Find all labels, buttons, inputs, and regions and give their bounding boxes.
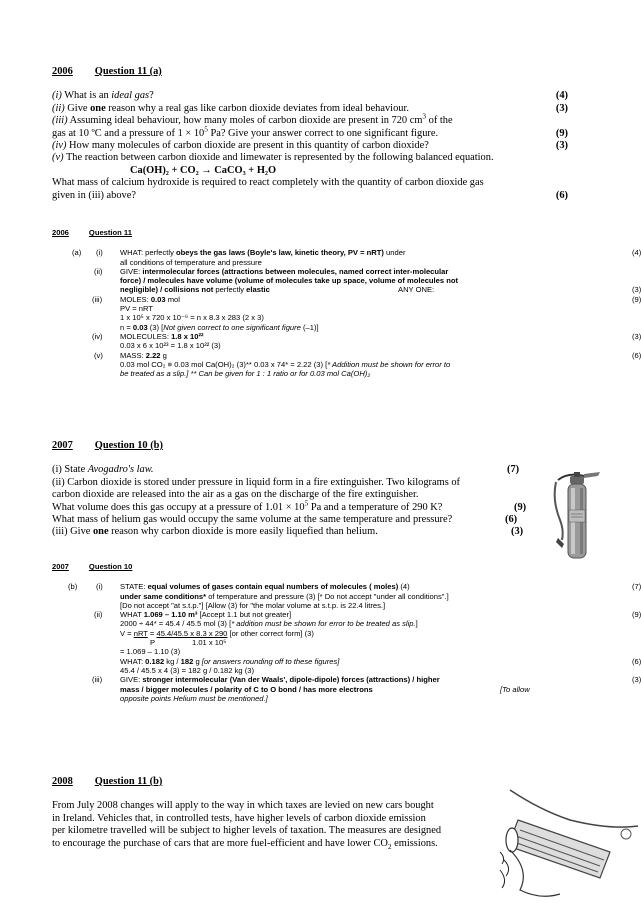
ans2007-heading: 2007 Question 10 — [52, 562, 133, 571]
q2006-equation: Ca(OH)₂ + CO₂ → CaCO₃ + H₂O — [130, 164, 277, 176]
q2007-line-i: (i) State Avogadro's law. (7) — [52, 464, 520, 476]
ans2006-iii: (iii) MOLES: 0.03 mol (9) — [92, 294, 641, 304]
ans2007-section: 2007 Question 10 (b) (i) STATE: equal volumes of gases contain equal numbers of molecules ( moles) (4) (7) under same conditions* of temperature and pressure (3) [* Do not accept "under all conditions".] [Do not accept "at s.t.p."] [Allow (3) for "the molar volume at s.t.p. is 22.4 litres.] (ii) WHAT 1.069 – 1.10 m³ [Accept 1.1 but not greater] (9) 2000 ÷ 44* = 45.4 / 45.5 mol (3) [* addition must be shown for error to be treated as slip.] V = nRT = 45.4/45.5 x 8.3 x 290 [or other correct form] (3) P 1.01 x 10⁵ = 1.069 – 1.10 (3) WHAT: 0.182 kg / 182 g [or answers rounding off to these figures] (6) 45.4 / 45.5 x 4 (3) = 182 g / 0.182 kg (3) (iii) GIVE: stronger intermolecular (Van der Waals', dipole-dipole) forces (attractions) / higher (3) mass / bigger molecules / polarity of C to O bond / has more electrons [To allow opposite points Helium must be mentioned.] — [52, 562, 641, 703]
s2008-section: 2008 Question 11 (b) From July 2008 changes will apply to the way in which taxes are levied on new cars bought in Ireland. Vehicles that, in controlled tests, have higher levels of carbon dioxide emission per kilometre travelled will be subject to higher levels of taxation. The measures are designed to encourage the purchase of cars that are more fuel-efficient and have lower $CO_2$ emissions. — [52, 776, 522, 850]
q2006-final-1: What mass of calcium hydroxide is required to react completely with the quantity of carbon dioxide gas — [52, 177, 484, 189]
q2006-final-2: given in (iii) above? (6) — [52, 189, 568, 201]
exhaust-pipe-image — [500, 790, 638, 903]
ans2007-iii: (iii) GIVE: stronger intermolecular (Van der Waals', dipole-dipole) forces (attractions) / higher (3) — [92, 675, 641, 685]
q2006-section — [52, 66, 568, 202]
q2006-line-i: (i) What is an ideal gas? (4) — [52, 90, 568, 102]
ans2006-iv: (iv) MOLECULES: 1.8 x 10²² (3) — [92, 331, 641, 341]
q2006-heading: 2006 Question 11 (a) — [52, 66, 162, 77]
ans2006-v: (v) MASS: 2.22 g (6) — [94, 350, 641, 360]
fire-extinguisher-image — [548, 470, 612, 562]
q2007-section: 2007 Question 10 (b) (i) State Avogadro's law. (7) (ii) Carbon dioxide is stored under pressure in liquid form in a fire extinguisher. Two kilograms of carbon dioxide are released into the air as a gas on the discharge of the fire extinguisher. What volume does this gas occupy at a pressure of $1.01 \times 10^5$ Pa and a temperature of 290 K? (9) What mass of helium gas would occupy the same volume at the same temperature and pressure? (6) (iii) Give one reason why carbon dioxide is more easily liquefied than helium. (3) — [52, 440, 527, 538]
ans2006-ii: (ii) GIVE: intermolecular forces (attractions between molecules, named correct inter-molecular — [94, 266, 449, 276]
ans2007-i: (b) (i) STATE: equal volumes of gases contain equal numbers of molecules ( moles) (4) (7) — [68, 582, 641, 592]
q2006-line-iv: (iv) How many molecules of carbon dioxide are present in this quantity of carbon dioxide? (3) — [52, 140, 568, 152]
q2006-line-iii: (iii) Assuming ideal behaviour, how many moles of carbon dioxide are present in 720 $cm^3$ of the — [52, 112, 453, 127]
q2007-heading: 2007 Question 10 (b) — [52, 440, 163, 451]
ans2006-section: 2006 Question 11 (a) (i) WHAT: perfectly obeys the gas laws (Boyle's law, kinetic theory, PV = nRT) under (4) all conditions of temperature and pressure (ii) GIVE: intermolecular forces (attractions between molecules, named correct inter-molecular force) / molecules have volume (volume of molecules take up space, volume of molecules not negligible) / collisions not perfectly elastic ANY ONE: (3) (iii) MOLES: 0.03 mol (9) PV = nRT 1 x 10⁵ x 720 x 10⁻⁶ = n x 8.3 x 283 (2 x 3) n = 0.03 (3) [Not given correct to one significant figure (–1)] (iv) MOLECULES: 1.8 x 10²² (3) 0.03 x 6 x 10²³ = 1.8 x 10²² (3) (v) MASS: 2.22 g (6) 0.03 mol CO₂ ≡ 0.03 mol Ca(OH)₂ (3)** 0.03 x 74* = 2.22 (3) [* Addition must be shown for error to be treated as a slip.] ** Can be given for 1 : 1 ratio or for 0.03 mol Ca(OH)₂ — [52, 228, 641, 379]
q2006-line-ii: (ii) Give one reason why a real gas like carbon dioxide deviates from ideal behaviour. (3) — [52, 102, 568, 114]
ans2006-i: (a) (i) WHAT: perfectly obeys the gas laws (Boyle's law, kinetic theory, PV = nRT) under (4) — [72, 248, 641, 258]
q2006-line-iii-b: gas at 10 ºC and a pressure of $1 \times 10^5$ Pa? Give your answer correct to one significant figure. (9) — [52, 125, 568, 139]
s2008-heading: 2008 Question 11 (b) — [52, 776, 163, 787]
ans2006-heading: 2006 Question 11 — [52, 228, 132, 237]
ans2007-ii: (ii) WHAT 1.069 – 1.10 m³ [Accept 1.1 but not greater] (9) — [94, 610, 641, 620]
q2006-line-v: (v) The reaction between carbon dioxide and limewater is represented by the following balanced equation. — [52, 152, 494, 164]
